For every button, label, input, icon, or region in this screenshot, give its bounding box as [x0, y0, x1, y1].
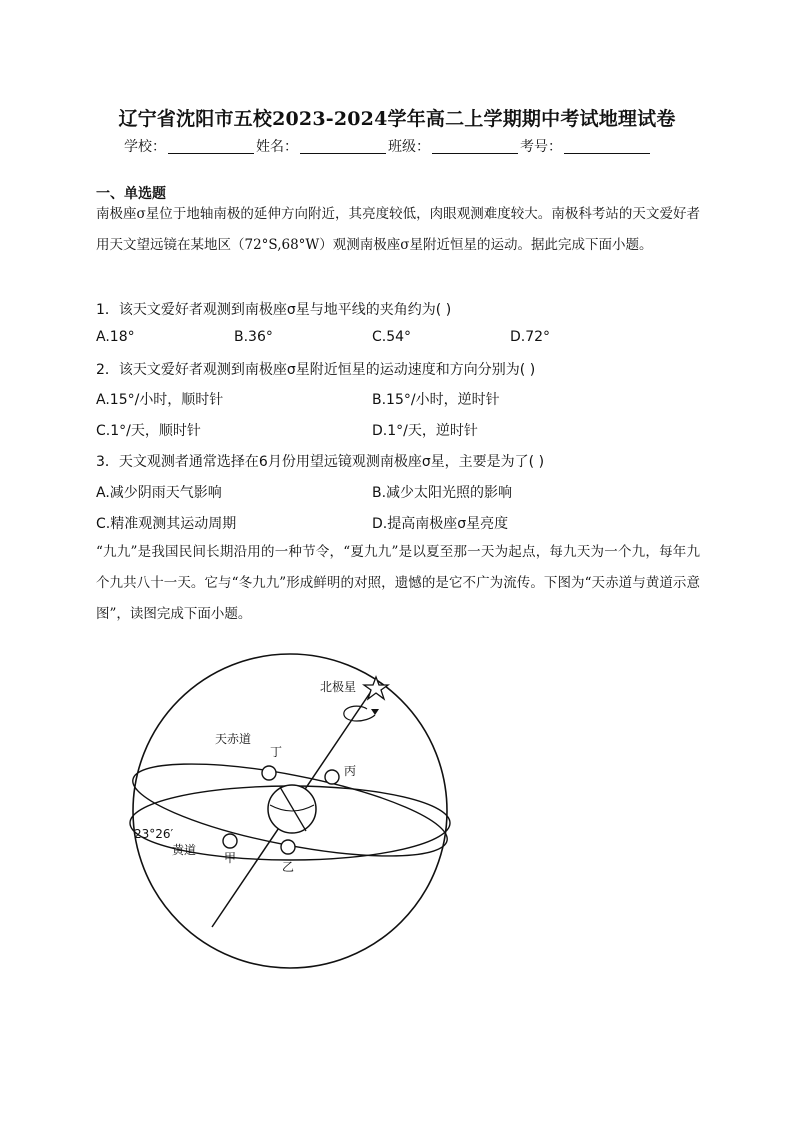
angle-label: 23°26′ [134, 827, 174, 841]
q1-option-d[interactable]: D.72° [510, 329, 551, 345]
exam-title: 辽宁省沈阳市五校2023-2024学年高二上学期期中考试地理试卷 [118, 108, 676, 130]
class-label: 班级： [388, 139, 430, 155]
rotation-arrow-head [371, 709, 379, 715]
position-yi-label: 乙 [282, 860, 295, 874]
celestial-sphere-figure [120, 645, 460, 975]
question-2-stem: 2．该天文爱好者观测到南极座σ星附近恒星的运动速度和方向分别为( ) [96, 362, 536, 378]
position-yi-circle [281, 840, 295, 854]
q2-option-d[interactable]: D.1°/天，逆时针 [372, 423, 478, 439]
position-bing-label: 丙 [344, 764, 357, 778]
student-info-line [124, 136, 652, 156]
celestial-sphere-diagram [120, 645, 460, 975]
position-ding-label: 丁 [270, 745, 283, 759]
q2-option-a[interactable]: A.15°/小时，顺时针 [96, 392, 224, 408]
earth-globe [268, 785, 316, 833]
exam-number-label: 考号： [520, 139, 562, 155]
ecliptic-label: 黄道 [172, 843, 197, 857]
position-jia-circle [223, 834, 237, 848]
passage-2: “九九”是我国民间长期沿用的一种节令，“夏九九”是以夏至那一天为起点，每九天为一个九，每年九个九共八十一天。它与“冬九九”形成鲜明的对照，遗憾的是它不广为流传。下图为“天赤道与黄道示意图”，读图完成下面小题。 [96, 544, 700, 622]
question-3-stem: 3．天文观测者通常选择在6月份用望远镜观测南极座σ星，主要是为了( ) [96, 454, 545, 470]
position-jia-label: 甲 [224, 851, 237, 865]
section-heading: 一、单选题 [96, 186, 166, 202]
class-blank[interactable] [432, 139, 518, 154]
exam-number-blank[interactable] [564, 139, 650, 154]
q1-option-a[interactable]: A.18° [96, 329, 135, 345]
position-bing-circle [325, 770, 339, 784]
name-blank[interactable] [300, 139, 386, 154]
position-ding-circle [262, 766, 276, 780]
name-label: 姓名： [256, 139, 298, 155]
q1-option-b[interactable]: B.36° [234, 329, 273, 345]
school-label: 学校： [124, 139, 166, 155]
q2-option-c[interactable]: C.1°/天，顺时针 [96, 423, 201, 439]
q3-option-d[interactable]: D.提高南极座σ星亮度 [372, 516, 509, 532]
question-1-stem: 1．该天文爱好者观测到南极座σ星与地平线的夹角约为( ) [96, 302, 452, 318]
q3-option-a[interactable]: A.减少阴雨天气影响 [96, 485, 222, 501]
q3-option-c[interactable]: C.精准观测其运动周期 [96, 516, 237, 532]
q3-option-b[interactable]: B.减少太阳光照的影响 [372, 485, 513, 501]
polaris-label: 北极星 [320, 680, 357, 694]
school-blank[interactable] [168, 139, 254, 154]
passage-1: 南极座σ星位于地轴南极的延伸方向附近，其亮度较低，肉眼观测难度较大。南极科考站的天文爱好者用天文望远镜在某地区（72°S,68°W）观测南极座σ星附近恒星的运动。据此完成下面小题。 [96, 206, 700, 253]
celestial-equator-label: 天赤道 [215, 732, 252, 746]
q1-option-c[interactable]: C.54° [372, 329, 412, 345]
q2-option-b[interactable]: B.15°/小时，逆时针 [372, 392, 500, 408]
